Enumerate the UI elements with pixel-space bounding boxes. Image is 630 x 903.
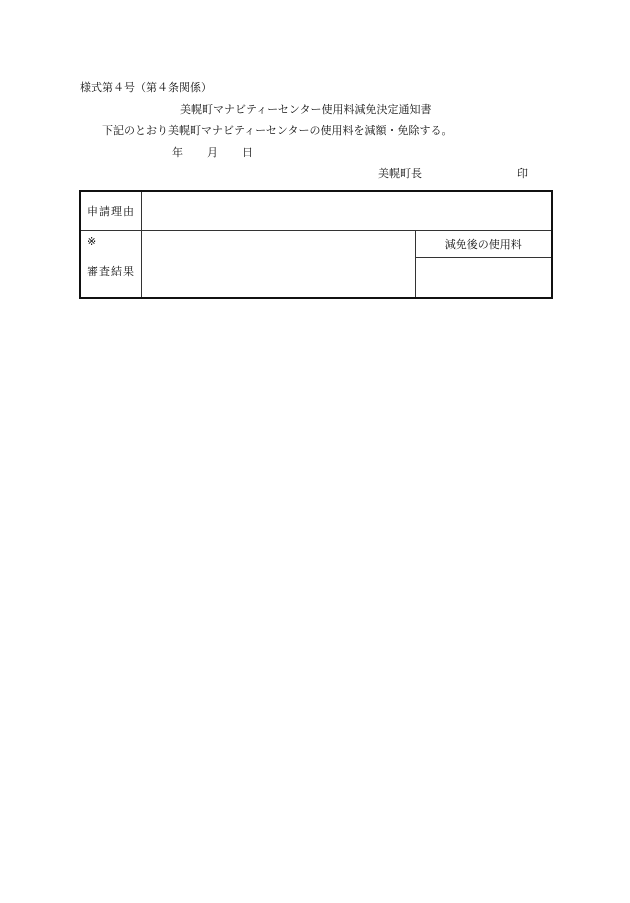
table-row-reason	[80, 191, 552, 231]
form-number: 様式第４号（第４条関係）	[80, 81, 212, 94]
notice-body: 下記のとおり美幌町マナビティーセンターの使用料を減額・免除する。	[102, 124, 453, 137]
result-label: 審査結果	[87, 265, 135, 278]
reason-value-cell[interactable]	[141, 191, 552, 231]
seal-label: 印	[517, 167, 528, 180]
date-day-label: 日	[242, 146, 253, 159]
reason-label: 申請理由	[80, 191, 141, 231]
date-year-label: 年	[172, 146, 183, 159]
decision-table	[79, 190, 553, 299]
fee-after-value-cell[interactable]	[415, 258, 552, 298]
mayor-label: 美幌町長	[378, 167, 422, 180]
document-title: 美幌町マナビティーセンター使用料減免決定通知書	[180, 103, 432, 116]
result-label-cell	[80, 231, 141, 299]
result-value-cell[interactable]	[141, 231, 415, 299]
note-mark: ※	[87, 235, 97, 248]
fee-after-label: 減免後の使用料	[415, 231, 552, 258]
date-month-label: 月	[207, 146, 218, 159]
table-row-result	[80, 231, 552, 258]
